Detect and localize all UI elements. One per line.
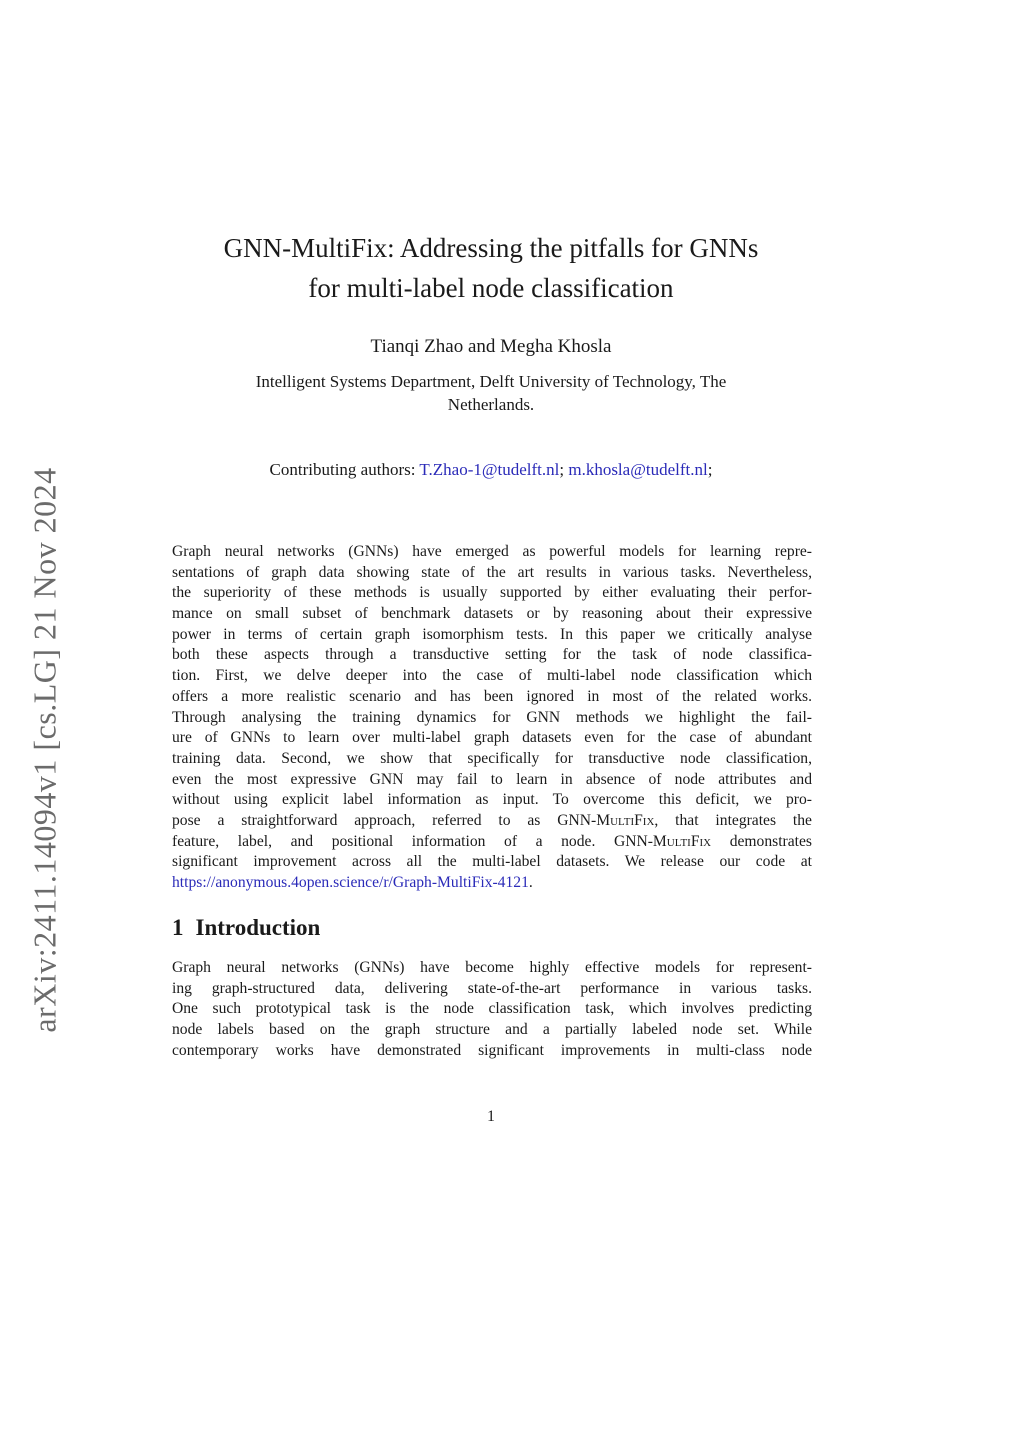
method-name-smallcaps: MultiFix (596, 811, 655, 829)
intro-line: Graph neural networks (GNNs) have become highly effective models for represent- (172, 959, 812, 976)
abstract-line (172, 811, 812, 832)
abstract-text: . (528, 874, 533, 891)
code-repository-link[interactable]: https://anonymous.4open.science/r/Graph-MultiFix-4121 (172, 874, 529, 891)
intro-line: ing graph-structured data, delivering state-of-the-art performance in various tasks. (172, 979, 812, 997)
abstract-line: without using explicit label information as input. To overcome this deficit, we pro- (172, 791, 812, 809)
method-name-smallcaps: MultiFix (652, 832, 712, 850)
author-list: Tianqi Zhao and Megha Khosla (370, 336, 612, 357)
intro-line: contemporary works have demonstrated significant improvements in multi-class node (172, 1041, 812, 1059)
intro-line: One such prototypical task is the node classification task, which involves predicting (172, 1000, 812, 1018)
intro-line: node labels based on the graph structure and a partially labeled node set. While (172, 1021, 812, 1039)
title-line-1: GNN-MultiFix: Addressing the pitfalls for GNNs (223, 233, 759, 263)
abstract-text: demonstrates (711, 832, 812, 850)
abstract-line: offers a more realistic scenario and has been ignored in most of the related works. (172, 687, 812, 705)
abstract-line: mance on small subset of benchmark datasets or by reasoning about their expressive (172, 605, 812, 623)
abstract-line: power in terms of certain graph isomorphism tests. In this paper we critically analyse (172, 625, 812, 643)
page-number: 1 (487, 1108, 495, 1125)
abstract-line: Graph neural networks (GNNs) have emerged as powerful models for learning repre- (172, 543, 812, 560)
abstract-text: feature, label, and positional information of a node. GNN- (172, 832, 653, 850)
section-heading-introduction (172, 914, 320, 942)
abstract-line: sentations of graph data showing state of the art results in various tasks. Nevertheless, (172, 563, 812, 581)
paper-title (150, 228, 832, 308)
contact-info (150, 458, 832, 481)
introduction-paragraph (172, 958, 812, 1061)
contact-end: ; (707, 460, 713, 479)
abstract-line: both these aspects through a transductive setting for the task of node classifica- (172, 646, 812, 664)
email-link-zhao[interactable]: T.Zhao-1@tudelft.nl (419, 460, 560, 479)
section-title: Introduction (195, 915, 321, 940)
affiliation-line-1: Intelligent Systems Department, Delft University of Technology, The (255, 372, 727, 391)
abstract-line (172, 873, 812, 894)
abstract-text: , that integrates the (654, 811, 812, 829)
abstract-line: even the most expressive GNN may fail to learn in absence of node attributes and (172, 770, 812, 788)
contact-separator: ; (559, 460, 569, 479)
abstract-line (172, 832, 812, 853)
abstract-line: significant improvement across all the multi-label datasets. We release our code at (172, 853, 812, 871)
section-number: 1 (172, 915, 184, 940)
abstract-line: the superiority of these methods is usually supported by either evaluating their perfor- (172, 584, 812, 602)
author-affiliation (150, 370, 832, 416)
abstract-line: tion. First, we delve deeper into the case of multi-label node classification which (172, 667, 812, 685)
abstract-line: training data. Second, we show that specifically for transductive node classification, (172, 749, 812, 767)
abstract (172, 542, 812, 894)
abstract-text: pose a straightforward approach, referred to as GNN- (172, 811, 597, 829)
abstract-line: ure of GNNs to learn over multi-label graph datasets even for the case of abundant (172, 729, 812, 747)
contact-label: Contributing authors: (269, 460, 420, 479)
affiliation-line-2: Netherlands. (447, 395, 535, 414)
title-line-2: for multi-label node classification (308, 273, 674, 303)
abstract-line: Through analysing the training dynamics for GNN methods we highlight the fail- (172, 708, 812, 726)
arxiv-identifier-stamp: arXiv:2411.14094v1 [cs.LG] 21 Nov 2024 (26, 467, 63, 1033)
email-link-khosla[interactable]: m.khosla@tudelft.nl (568, 460, 708, 479)
